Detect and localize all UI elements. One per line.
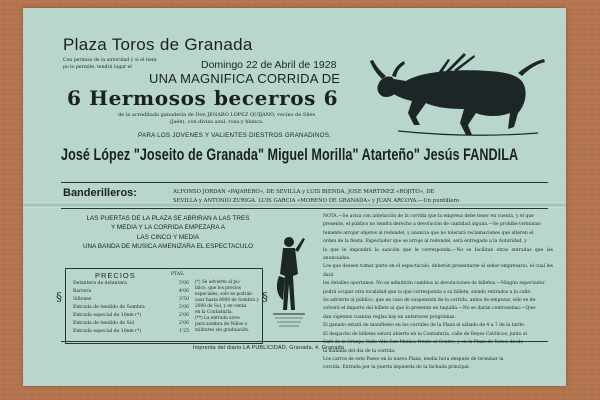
price-note-line: 2000 de Sol, y en venta xyxy=(195,304,247,309)
doors-line: LAS PUERTAS DE LA PLAZA SE ABRIRAN A LAS TRES xyxy=(86,215,250,222)
price-value: 3'50 xyxy=(178,297,189,302)
price-row xyxy=(73,305,191,310)
event-date: Domingo 22 de Abril de 1928 xyxy=(201,59,337,71)
permission-text xyxy=(63,58,158,71)
nota-line: Los carros de este Paseo en la nueva Plaza, media hora después de terminar la xyxy=(323,356,504,362)
nota-line: los detalles oportunos. No se admitirán cambios ni devoluciones de billetes.—Ningún espectador xyxy=(323,281,545,287)
torero-illustration xyxy=(271,230,307,330)
prices-title: PRECIOS xyxy=(95,271,136,280)
headline: 6 Hermosos becerros 6 xyxy=(67,86,339,110)
price-note-line: en la Contaduría. xyxy=(195,310,233,315)
nota-line: Se advierte al público, que en caso de suspensión de la corrida, antes de empezar, sólo se de- xyxy=(323,298,537,304)
nota-line: corrida. Entrada por la puerta izquierda de la fachada principal. xyxy=(323,365,471,371)
doors-schedule xyxy=(63,214,273,252)
price-label: Entrada de tendido de Sol xyxy=(73,321,134,326)
price-row xyxy=(73,321,191,326)
nota-line: Los que deseen tomar parte en el espectáculo, deberán presentarse al señor empresario, el cual les dará xyxy=(323,264,553,278)
price-note-line: (**) La entrada sirve xyxy=(195,316,240,321)
bullfight-poster xyxy=(23,8,566,386)
divider xyxy=(61,182,548,183)
doors-line: LAS CINCO Y MEDIA xyxy=(136,233,200,241)
diestros-names: José López "Joseito de Granada" Miguel Morilla" Atarteño" Jesús FANDILA xyxy=(61,145,519,164)
price-label: Barrera xyxy=(73,289,92,294)
poster-title: Plaza Toros de Granada xyxy=(63,35,253,54)
nota-line: El ganado estará de manifiesto en los corrales de la Plaza el sábado de 4 a 7 de la tarde. xyxy=(323,323,526,329)
banderilleros-label: Banderilleros: xyxy=(63,187,137,199)
permission-line: po lo permite, tendrá lugar el xyxy=(63,64,132,70)
nota-line: presente, el público no tendrá derecho a devolución de cantidad alguna.—Se prohibe terminan- xyxy=(323,222,542,228)
ornament-right-icon: § xyxy=(262,290,268,304)
banderilleros-line: ALFONSO JORDAN «PAJARERO», DE SEVILLA y LUIS BIENDA, JOSE MARTINEZ «ROJITO», DE xyxy=(173,189,435,195)
price-value: 1'25 xyxy=(178,329,189,334)
price-note-line: (*) Se advierte al pú- xyxy=(195,280,241,285)
divider xyxy=(61,208,548,209)
printer-credit: Imprenta del diario LA PUBLICIDAD, Granada, 4, Granada xyxy=(193,345,345,351)
doors-line: UNA BANDA DE MUSICA AMENIZARA EL ESPECTACULO xyxy=(82,243,254,251)
price-notes xyxy=(195,280,259,334)
permission-line: Con permiso de la autoridad y si el tiem- xyxy=(63,58,158,63)
nota-line: podrá ocupar otra localidad que la que corresponda a su billete, siendo retirados a la calle. xyxy=(323,289,532,295)
price-note-line: usar hasta 8000 de Sombra y xyxy=(195,298,259,303)
for-line: PARA LOS JOVENES Y VALIENTES DIESTROS GRANADINOS, xyxy=(138,132,332,139)
price-row xyxy=(73,289,191,294)
nota-line: volverá el importe del billete al que lo presente en taquilla.—No se darán contraseñas.—Que- xyxy=(323,306,537,312)
banderilleros-line: SEVILLA y ANTONIO ZURIGA. LUIS GARCIA «MORENO DE GRANADA» y JUAN ARCOYA.—Un puntillero xyxy=(173,198,460,204)
nota-line: la mañana del día de la corrida. xyxy=(323,348,396,354)
price-row xyxy=(73,281,191,286)
doors-line: Y MEDIA Y LA CORRIDA EMPEZARA A xyxy=(110,224,225,232)
price-value: 2'00 xyxy=(178,321,189,326)
nota-line: orden de la fiesta. Espectador que se arroje al redondel, será entregado a la Autoridad, y xyxy=(323,239,527,245)
price-label: Entrada de tendido de Sombra xyxy=(73,305,145,310)
nota-line: El despacho de billetes estará abierto en la Contaduría, calle de Reyes Católicos, junto al xyxy=(323,331,527,337)
price-note-line: blico, que los precios xyxy=(195,286,242,291)
price-label: Entrada especial de 10em (*) xyxy=(73,329,142,334)
price-label: Sillones xyxy=(73,297,92,302)
price-value: 3'00 xyxy=(178,305,189,310)
nota-text xyxy=(323,213,553,373)
nota-line: Café de la Granja, Calle Alta San Matías, frente al Centro, y en la Plaza de Toros, desde xyxy=(323,340,524,346)
bull-illustration xyxy=(368,51,548,139)
ganaderia-text xyxy=(118,112,315,126)
price-note-line: militares sin graduación. xyxy=(195,328,250,333)
banderilleros-names xyxy=(173,188,553,206)
price-note-line: para sombra de Niños o xyxy=(195,322,248,327)
nota-line: NOTA.—Se avisa con antelación de la corrida que la empresa debe tener en cuenta, y el que xyxy=(323,214,534,219)
ganaderia-line: de la acreditada ganadería de Don JENARO LOPEZ QUIJANO, vecino de Siles xyxy=(118,112,316,118)
price-value: 5'00 xyxy=(178,281,189,286)
nota-line: temente arrojar objetos al redondel, y anuncia que no tolerará reclamaciones que alteren el xyxy=(323,230,534,236)
event-announcement: UNA MAGNIFICA CORRIDA DE xyxy=(149,71,341,86)
price-row xyxy=(73,313,191,318)
divider xyxy=(61,341,548,342)
ganaderia-line: (Jaén), con divisa azul, rosa y blanca. xyxy=(169,119,264,125)
nota-line: la que le impondrá la sanción que le corresponda.—No se facilitan otras entradas que las anunciadas. xyxy=(323,247,553,262)
price-label: Delantera de delantera xyxy=(73,281,127,286)
price-value: 2'00 xyxy=(178,313,189,318)
price-row xyxy=(73,297,191,302)
nota-line: dan vigentes cuantas reglas hay en anteriores programas. xyxy=(323,314,456,320)
price-label: Entrada especial de 10em (*) xyxy=(73,313,142,318)
ornament-left-icon: § xyxy=(56,290,62,304)
price-row xyxy=(73,329,191,334)
price-note-line: especiales, solo se podrán xyxy=(195,292,252,297)
price-value: 4'00 xyxy=(178,289,189,294)
ptas-header: PTAS. xyxy=(171,272,185,277)
